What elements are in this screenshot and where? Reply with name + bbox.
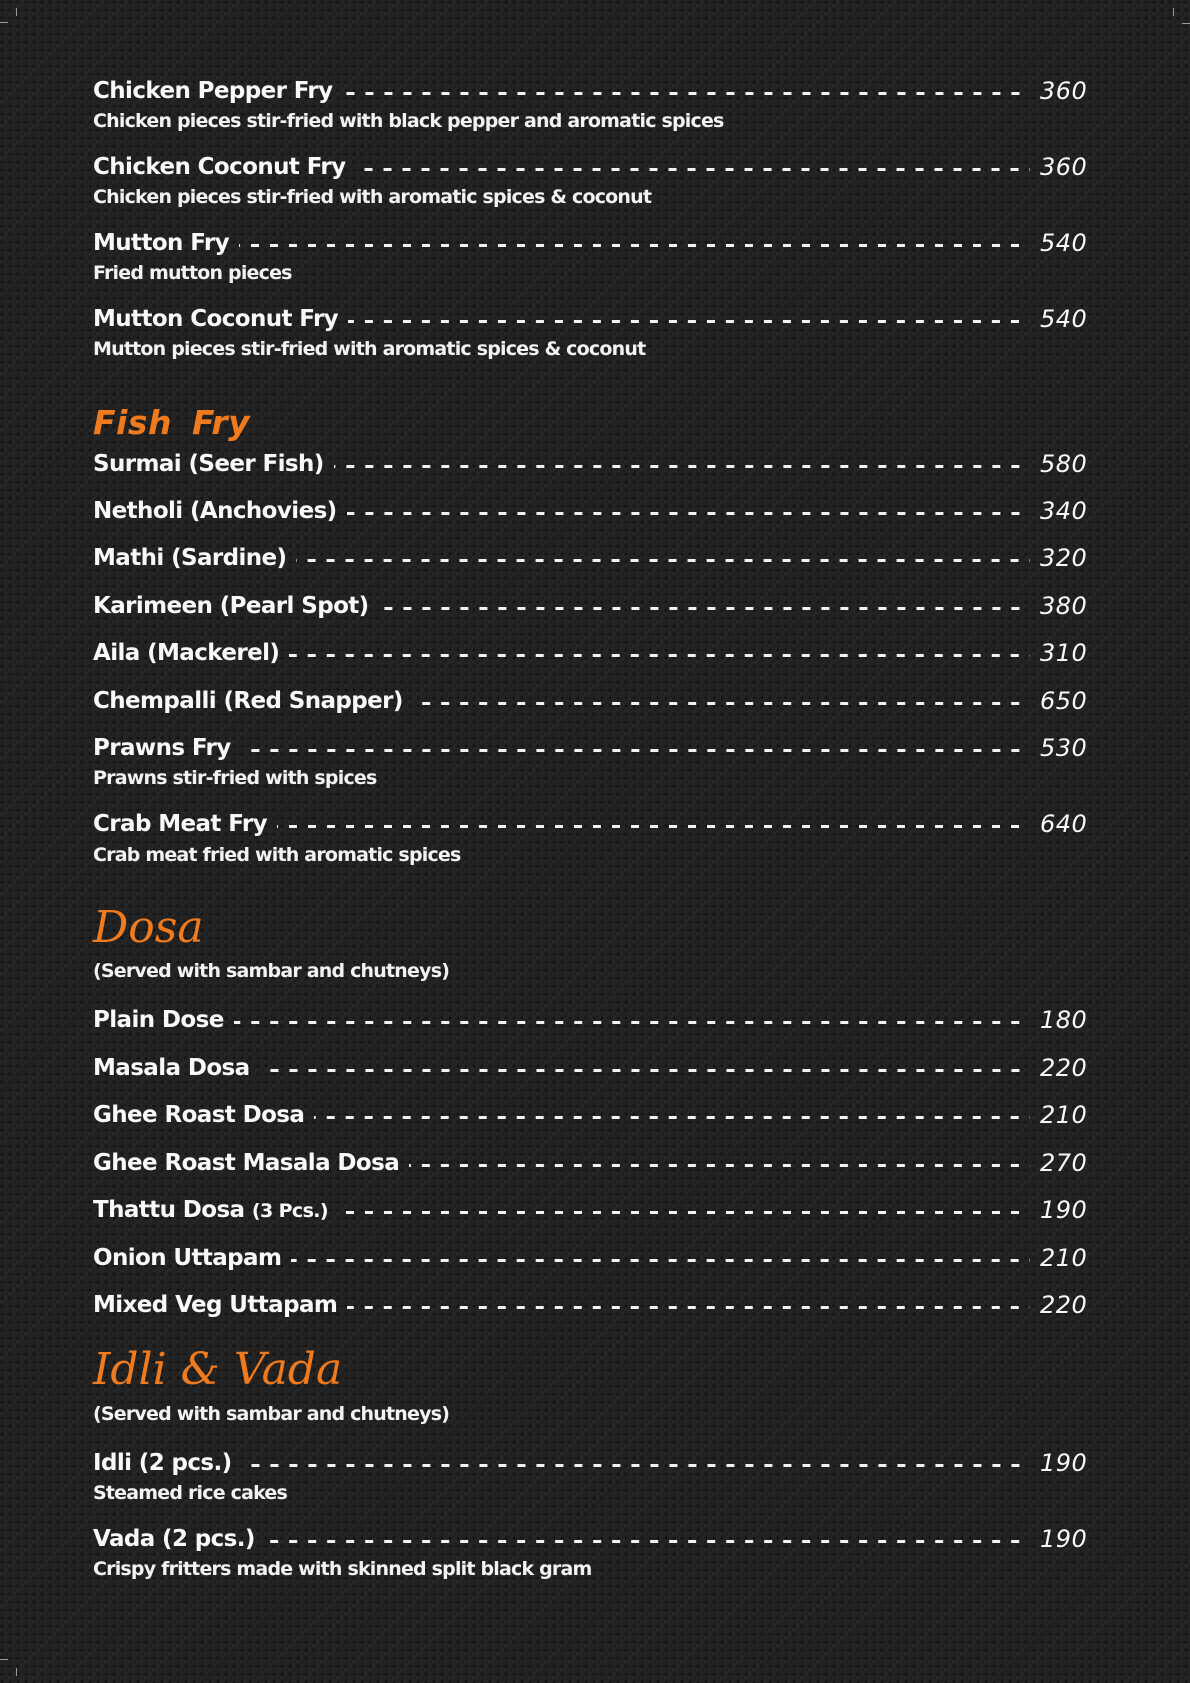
item-price: 540 (1040, 305, 1088, 333)
item-description: Fried mutton pieces (93, 262, 292, 284)
item-name: Mixed Veg Uttapam (93, 1292, 338, 1318)
item-price: 360 (1040, 77, 1088, 105)
dotted-leader (347, 1306, 1030, 1309)
menu-item-vada (93, 1524, 1096, 1554)
menu-item-plain-dose (93, 1005, 1096, 1035)
item-price: 210 (1040, 1101, 1088, 1129)
dotted-leader (296, 559, 1030, 562)
item-name: Vada (2 pcs.) (93, 1526, 255, 1552)
menu-item-thattu-dosa (93, 1195, 1096, 1225)
menu-item-chicken-pepper-fry (93, 76, 1096, 106)
item-name: Ghee Roast Dosa (93, 1102, 305, 1128)
item-name: Mutton Coconut Fry (93, 306, 339, 332)
dotted-leader (413, 702, 1030, 705)
menu-item-chempalli (93, 686, 1096, 716)
item-price: 190 (1040, 1196, 1088, 1224)
item-description: Chicken pieces stir-fried with black pepper and aromatic spices (93, 110, 724, 132)
item-name: Crab Meat Fry (93, 811, 267, 837)
menu-item-prawns-fry (93, 733, 1096, 763)
item-name: Chicken Coconut Fry (93, 154, 346, 180)
dotted-leader (409, 1164, 1030, 1167)
item-name: Prawns Fry (93, 735, 231, 761)
dotted-leader (343, 92, 1030, 95)
dotted-leader (289, 654, 1030, 657)
item-price: 360 (1040, 153, 1088, 181)
item-price: 190 (1040, 1525, 1088, 1553)
item-name: Mutton Fry (93, 230, 230, 256)
dotted-leader (314, 1116, 1030, 1119)
crop-mark-top-left-v (16, 8, 17, 16)
crop-mark-bottom-left-h (0, 1659, 8, 1660)
dotted-leader (234, 1021, 1030, 1024)
item-name: Onion Uttapam (93, 1245, 282, 1271)
item-price: 320 (1040, 544, 1088, 572)
menu-item-mutton-coconut-fry (93, 304, 1096, 334)
item-name: Surmai (Seer Fish) (93, 451, 324, 477)
menu-item-crab-meat-fry (93, 809, 1096, 839)
item-name: Plain Dose (93, 1007, 224, 1033)
dotted-leader (239, 244, 1030, 247)
item-price: 340 (1040, 497, 1088, 525)
item-price: 310 (1040, 639, 1088, 667)
item-description: Mutton pieces stir-fried with aromatic spices & coconut (93, 338, 646, 360)
item-name: Ghee Roast Masala Dosa (93, 1150, 400, 1176)
section-title: Fish Fry (93, 403, 251, 442)
dotted-leader (291, 1259, 1030, 1262)
item-description: Prawns stir-fried with spices (93, 767, 377, 789)
dotted-leader (348, 320, 1030, 323)
item-name-suffix: (3 Pcs.) (251, 1200, 329, 1222)
item-name: Aila (Mackerel) (93, 640, 280, 666)
item-name: Karimeen (Pearl Spot) (93, 593, 369, 619)
menu-item-masala-dosa (93, 1053, 1096, 1083)
dotted-leader (277, 825, 1030, 828)
menu-item-karimeen (93, 591, 1096, 621)
section-note: (Served with sambar and chutneys) (93, 1403, 450, 1425)
item-description: Chicken pieces stir-fried with aromatic spices & coconut (93, 186, 652, 208)
item-name: Mathi (Sardine) (93, 545, 287, 571)
dotted-leader (347, 512, 1030, 515)
menu-item-mixed-veg-uttapam (93, 1290, 1096, 1320)
menu-item-onion-uttapam (93, 1243, 1096, 1273)
item-price: 190 (1040, 1449, 1088, 1477)
dotted-leader (338, 1211, 1030, 1214)
item-name: Masala Dosa (93, 1055, 250, 1081)
item-price: 270 (1040, 1149, 1088, 1177)
menu-item-ghee-roast-masala-dosa (93, 1148, 1096, 1178)
menu-item-chicken-coconut-fry (93, 152, 1096, 182)
item-description: Steamed rice cakes (93, 1482, 288, 1504)
item-price: 580 (1040, 450, 1088, 478)
dotted-leader (334, 465, 1030, 468)
item-name-main: Thattu Dosa (93, 1197, 245, 1223)
item-price: 540 (1040, 229, 1088, 257)
menu-item-ghee-roast-dosa (93, 1100, 1096, 1130)
item-price: 380 (1040, 592, 1088, 620)
item-price: 220 (1040, 1054, 1088, 1082)
menu-item-idli (93, 1448, 1096, 1478)
menu-item-surmai (93, 449, 1096, 479)
dotted-leader (355, 168, 1030, 171)
item-name (93, 1197, 328, 1223)
crop-mark-top-left-h (0, 22, 8, 23)
item-name: Chempalli (Red Snapper) (93, 688, 403, 714)
dotted-leader (260, 1069, 1030, 1072)
item-price: 220 (1040, 1291, 1088, 1319)
menu-item-mutton-fry (93, 228, 1096, 258)
dotted-leader (241, 749, 1030, 752)
item-name: Netholi (Anchovies) (93, 498, 337, 524)
item-description: Crispy fritters made with skinned split black gram (93, 1558, 592, 1580)
menu-item-aila (93, 638, 1096, 668)
dotted-leader (265, 1540, 1030, 1543)
menu-item-mathi (93, 543, 1096, 573)
item-price: 650 (1040, 687, 1088, 715)
item-name: Idli (2 pcs.) (93, 1450, 232, 1476)
dotted-leader (242, 1464, 1030, 1467)
crop-mark-top-right-v (1173, 8, 1174, 16)
menu-item-netholi (93, 496, 1096, 526)
section-title: Idli & Vada (93, 1344, 343, 1395)
crop-mark-top-right-h (1182, 23, 1190, 24)
dotted-leader (379, 607, 1030, 610)
item-price: 530 (1040, 734, 1088, 762)
item-price: 640 (1040, 810, 1088, 838)
crop-mark-bottom-left-v (16, 1668, 17, 1676)
section-note: (Served with sambar and chutneys) (93, 960, 450, 982)
item-description: Crab meat fried with aromatic spices (93, 844, 461, 866)
item-name: Chicken Pepper Fry (93, 78, 333, 104)
item-price: 210 (1040, 1244, 1088, 1272)
item-price: 180 (1040, 1006, 1088, 1034)
section-title: Dosa (93, 902, 204, 953)
